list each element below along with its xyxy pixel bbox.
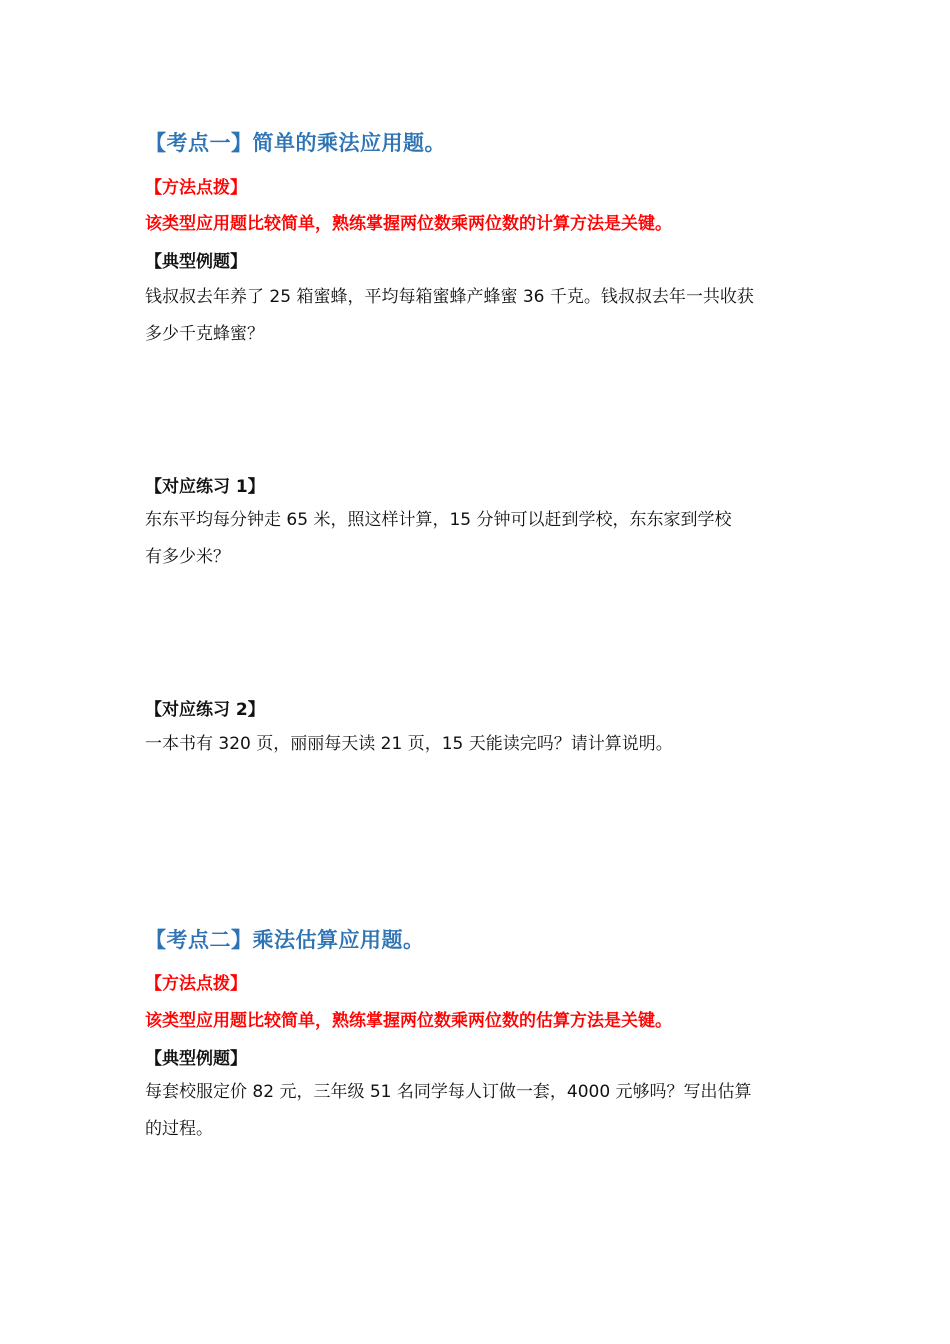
section1-example-line2: 多少千克蜂蜜？	[145, 324, 264, 344]
section1-practice1-question	[145, 502, 805, 576]
section2-example-line1: 每套校服定价 82 元，三年级 51 名同学每人订做一套，4000 元够吗？写出估算	[145, 1082, 752, 1102]
section1-practice2-line1: 一本书有 320 页，丽丽每天读 21 页，15 天能读完吗？请计算说明。	[145, 734, 673, 754]
section1-practice1-line1: 东东平均每分钟走 65 米，照这样计算，15 分钟可以赶到学校，东东家到学校	[145, 510, 732, 530]
section1-method-label: 【方法点拨】	[145, 178, 247, 198]
section1-practice2-label: 【对应练习 2】	[145, 700, 265, 720]
section1-practice1-line2: 有多少米？	[145, 547, 230, 567]
section1-example-line1: 钱叔叔去年养了 25 箱蜜蜂，平均每箱蜜蜂产蜂蜜 36 千克。钱叔叔去年一共收获	[145, 287, 754, 307]
section2-example-question	[145, 1074, 805, 1148]
section1-title: 【考点一】简单的乘法应用题。	[145, 131, 446, 155]
section2-method-label: 【方法点拨】	[145, 974, 247, 994]
section1-example-question	[145, 279, 805, 353]
section2-example-line2: 的过程。	[145, 1119, 213, 1139]
section1-method-text: 该类型应用题比较简单，熟练掌握两位数乘两位数的计算方法是关键。	[145, 214, 672, 234]
section2-method-text: 该类型应用题比较简单，熟练掌握两位数乘两位数的估算方法是关键。	[145, 1011, 672, 1031]
section1-practice1-label: 【对应练习 1】	[145, 477, 265, 497]
section1-example-label: 【典型例题】	[145, 252, 247, 272]
section1-practice2-question	[145, 726, 805, 763]
section2-example-label: 【典型例题】	[145, 1049, 247, 1069]
section2-title: 【考点二】乘法估算应用题。	[145, 928, 425, 952]
